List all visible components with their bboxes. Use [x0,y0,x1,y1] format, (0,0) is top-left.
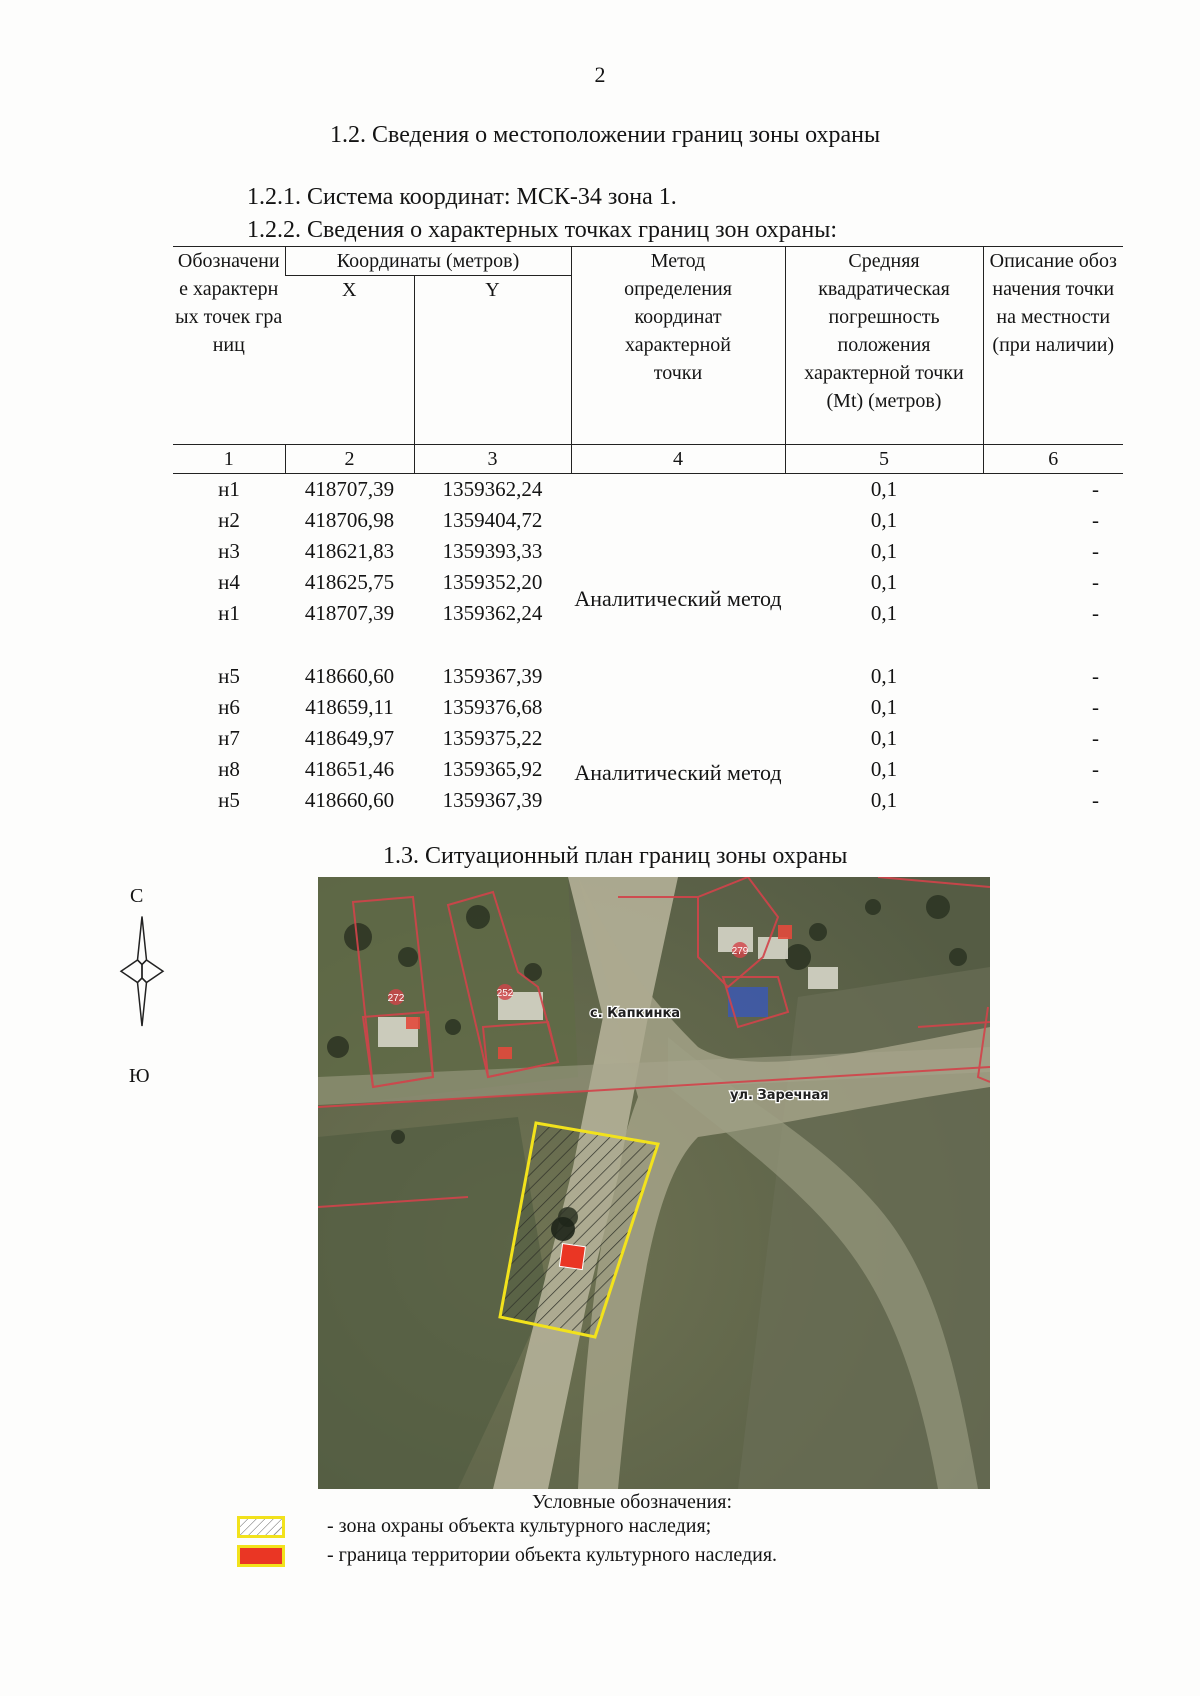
point-id: н7 [218,726,240,750]
zone-swatch-icon [237,1516,285,1538]
method-cell [571,661,785,816]
column-number: 4 [571,445,785,474]
coord-x: 418706,98 [304,508,395,532]
heritage-territory [559,1244,585,1270]
coord-y: 1359362,24 [442,601,543,625]
coord-x: 418649,97 [304,726,395,750]
table-row [173,661,1123,692]
point-description: - [1092,508,1099,532]
point-description: - [1092,570,1099,594]
method-text: Аналитический метод [574,760,782,785]
error-value: 0,1 [870,695,898,719]
coord-y: 1359404,72 [442,508,543,532]
point-id: н1 [218,477,240,501]
point-id: н1 [218,601,240,625]
header-description: Описание обозначения точки на местности (при наличии) [983,247,1123,445]
coord-y: 1359393,33 [442,539,543,563]
compass-south-label: Ю [129,1065,150,1087]
point-id: н3 [218,539,240,563]
street-label: ул. Заречная [730,1088,829,1103]
coord-x: 418660,60 [304,788,395,812]
coord-x: 418707,39 [304,601,395,625]
coord-y: 1359352,20 [442,570,543,594]
coord-y: 1359367,39 [442,788,543,812]
table-gap [173,629,1123,661]
point-id: н5 [218,788,240,812]
point-id: н4 [218,570,240,594]
parcel-label: 279 [731,946,749,957]
error-value: 0,1 [870,726,898,750]
point-description: - [1092,788,1099,812]
error-value: 0,1 [870,757,898,781]
coord-y: 1359376,68 [442,695,543,719]
coord-x: 418660,60 [304,664,395,688]
header-error: Средняя квадратическая погрешность положения характерной точки (Mt) (метров) [785,247,983,445]
legend-territory-text: - граница территории объекта культурного наследия. [327,1544,778,1566]
error-value: 0,1 [870,539,898,563]
header-coordinates: Координаты (метров) [285,247,571,276]
point-description: - [1092,664,1099,688]
coord-x: 418707,39 [304,477,395,501]
legend-zone-text: - зона охраны объекта культурного наследия; [327,1515,712,1537]
error-value: 0,1 [870,788,898,812]
point-description: - [1092,477,1099,501]
coord-x: 418621,83 [304,539,395,563]
header-x: X [285,276,414,445]
method-cell [571,474,785,630]
coord-y: 1359375,22 [442,726,543,750]
coord-y: 1359365,92 [442,757,543,781]
point-id: н2 [218,508,240,532]
column-number: 1 [173,445,285,474]
coord-x: 418651,46 [304,757,395,781]
page-number: 2 [594,62,606,87]
error-value: 0,1 [870,477,898,501]
coordinates-table [173,246,1123,816]
compass-north-label: С [130,885,144,907]
error-value: 0,1 [870,601,898,625]
point-description: - [1092,601,1099,625]
column-number: 2 [285,445,414,474]
point-description: - [1092,757,1099,781]
situation-plan-map [318,877,990,1489]
point-description: - [1092,539,1099,563]
header-y: Y [414,276,571,445]
point-id: н6 [218,695,240,719]
header-point-designation: Обозначение характерных точек границ [173,247,285,445]
coord-y: 1359367,39 [442,664,543,688]
error-value: 0,1 [870,508,898,532]
coord-x: 418659,11 [305,695,394,719]
header-method: Метод определения координат характерной точки [571,247,785,445]
column-number: 3 [414,445,571,474]
points-heading: 1.2.2. Сведения о характерных точках границ зон охраны: [247,217,838,243]
point-description: - [1092,695,1099,719]
parcel-label: 272 [387,993,405,1004]
compass-rose-icon [112,915,172,1065]
parcel-label: 252 [496,988,514,999]
method-text: Аналитический метод [574,585,782,611]
column-number: 6 [983,445,1123,474]
point-description: - [1092,726,1099,750]
territory-swatch-icon [237,1545,285,1567]
column-number: 5 [785,445,983,474]
section-title-1-3: 1.3. Ситуационный план границ зоны охраны [383,843,848,869]
point-id: н8 [218,757,240,781]
table-row [173,474,1123,506]
coord-y: 1359362,24 [442,477,543,501]
point-id: н5 [218,664,240,688]
error-value: 0,1 [870,570,898,594]
coord-x: 418625,75 [304,570,395,594]
section-title-1-2: 1.2. Сведения о местоположении границ зоны охраны [330,122,881,148]
village-label: с. Капкинка [590,1006,681,1021]
legend-title: Условные обозначения: [532,1491,733,1513]
coordinate-system: 1.2.1. Система координат: МСК-34 зона 1. [247,184,677,210]
error-value: 0,1 [870,664,898,688]
